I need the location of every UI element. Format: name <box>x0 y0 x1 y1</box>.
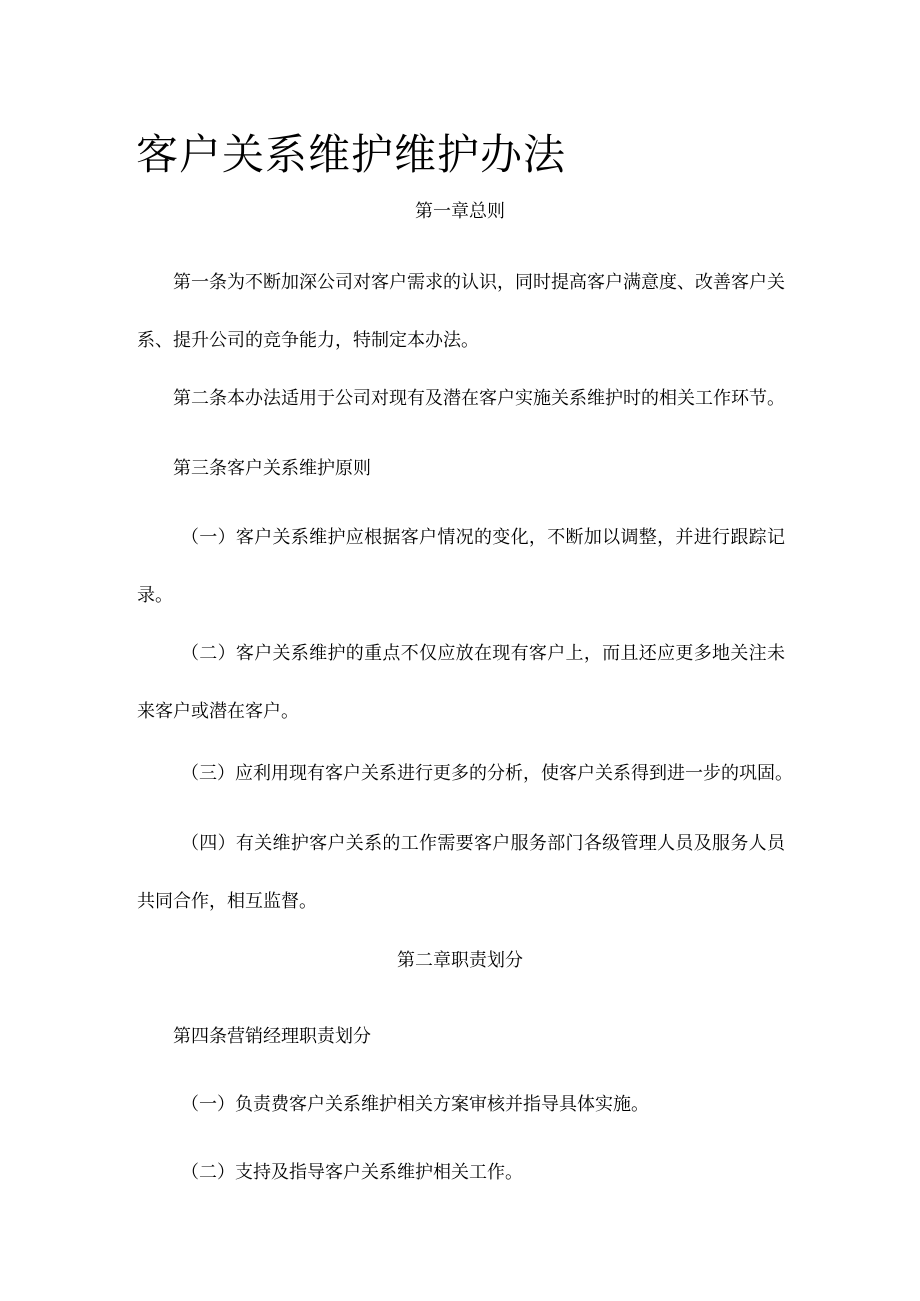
principle-1: （一）客户关系维护应根据客户情况的变化，不断加以调整，并进行跟踪记录。 <box>137 527 785 606</box>
article-1: 第一条为不断加深公司对客户需求的认识，同时提高客户满意度、改善客户关系、提升公司的竞争能力，特制定本办法。 <box>137 272 785 351</box>
chapter-2-heading: 第二章职责划分 <box>397 950 523 971</box>
document-title: 客户关系维护维护办法 <box>136 130 567 179</box>
article-4: 第四条营销经理职责划分 <box>173 1026 371 1047</box>
principle-3: （三）应利用现有客户关系进行更多的分析，使客户关系得到进一步的巩固。 <box>181 763 793 784</box>
principle-2: （二）客户关系维护的重点不仅应放在现有客户上，而且还应更多地关注未来客户或潜在客户。 <box>137 643 785 722</box>
duty-2: （二）支持及指导客户关系维护相关工作。 <box>181 1162 523 1183</box>
duty-1: （一）负责费客户关系维护相关方案审核并指导具体实施。 <box>181 1094 649 1115</box>
article-2: 第二条本办法适用于公司对现有及潜在客户实施关系维护时的相关工作环节。 <box>173 388 785 409</box>
article-3: 第三条客户关系维护原则 <box>173 458 371 479</box>
chapter-1-heading: 第一章总则 <box>415 201 505 222</box>
principle-4: （四）有关维护客户关系的工作需要客户服务部门各级管理人员及服务人员共同合作，相互监督。 <box>137 833 785 912</box>
